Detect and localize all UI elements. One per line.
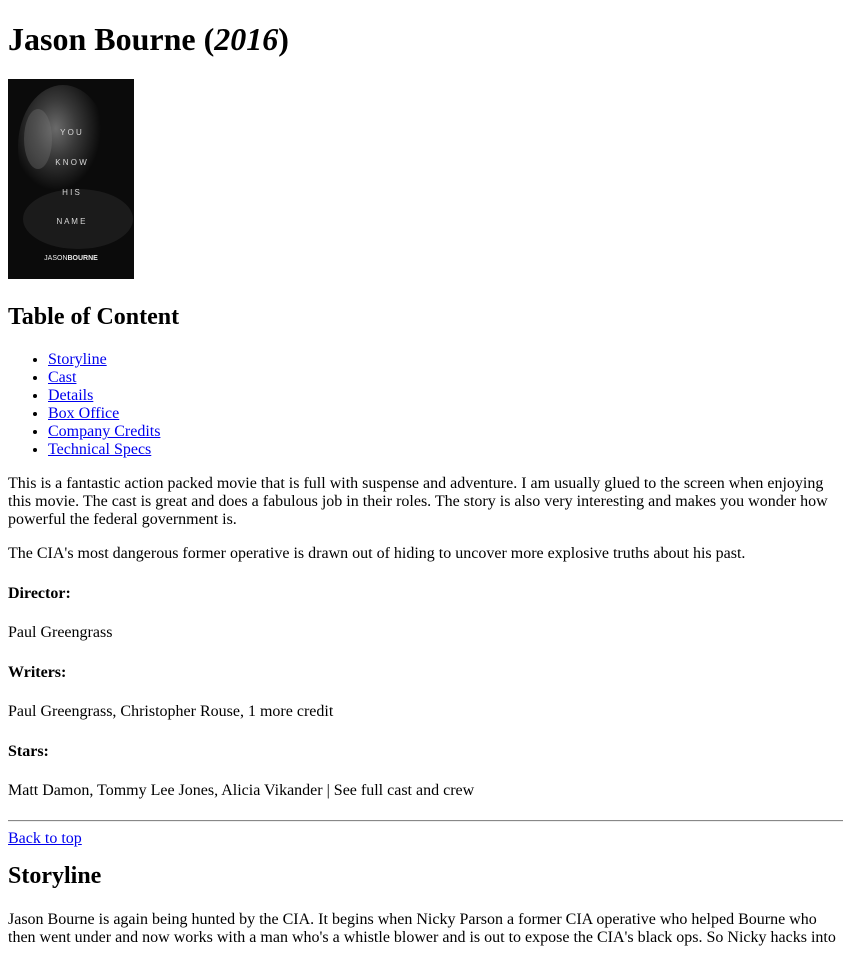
page <box>0 21 851 947</box>
poster-logo <box>44 255 98 262</box>
director-value: Paul Greengrass <box>8 624 113 641</box>
toc-link-cast[interactable]: Cast <box>48 369 77 386</box>
toc-item <box>48 423 843 441</box>
toc-link-box-office[interactable]: Box Office <box>48 405 120 422</box>
storyline-heading: Storyline <box>8 863 102 889</box>
toc-item <box>48 369 843 387</box>
toc-item <box>48 351 843 369</box>
summary-paragraph: The CIA's most dangerous former operative is drawn out of hiding to uncover more explosive truths about his past. <box>8 545 746 562</box>
page-title: Jason Bourne (2016) <box>8 21 289 57</box>
writers-label: Writers: <box>8 664 67 681</box>
poster-tagline-4: N A M E <box>56 217 86 226</box>
stars-label: Stars: <box>8 743 49 760</box>
poster-tagline-1: Y O U <box>60 128 82 137</box>
toc-list <box>8 351 843 459</box>
poster-tagline-2: K N O W <box>55 158 87 167</box>
toc-item <box>48 387 843 405</box>
director-label: Director: <box>8 585 71 602</box>
stars-value: Matt Damon, Tommy Lee Jones, Alicia Vikander | See full cast and crew <box>8 782 475 799</box>
back-to-top-link[interactable]: Back to top <box>8 830 82 847</box>
toc-link-technical-specs[interactable]: Technical Specs <box>48 441 152 458</box>
poster-logo-a: JASON <box>44 255 68 262</box>
poster-logo-b: BOURNE <box>67 255 98 262</box>
toc-link-details[interactable]: Details <box>48 387 94 404</box>
toc-item <box>48 441 843 459</box>
storyline-text: Jason Bourne is again being hunted by the CIA. It begins when Nicky Parson a former CIA operative who helped Bourne who then went under and now works with a man who's a whistle blower and is out to expose the CIA's black ops. So Nicky hacks into <box>8 911 836 946</box>
toc-link-storyline[interactable]: Storyline <box>48 351 107 368</box>
writers-value: Paul Greengrass, Christopher Rouse, 1 more credit <box>8 703 334 720</box>
toc-link-company-credits[interactable]: Company Credits <box>48 423 161 440</box>
toc-heading: Table of Content <box>8 304 180 330</box>
review-paragraph: This is a fantastic action packed movie that is full with suspense and adventure. I am usually glued to the screen when enjoying this movie. The cast is great and does a fabulous job in their roles. The story is also very interesting and makes you wonder how powerful the federal government is. <box>8 475 828 528</box>
movie-name: Jason Bourne <box>8 21 196 57</box>
toc-item <box>48 405 843 423</box>
poster-tagline-3: H I S <box>62 188 80 197</box>
movie-year: 2016 <box>214 21 279 57</box>
movie-poster <box>8 79 134 279</box>
section-divider <box>8 820 843 822</box>
